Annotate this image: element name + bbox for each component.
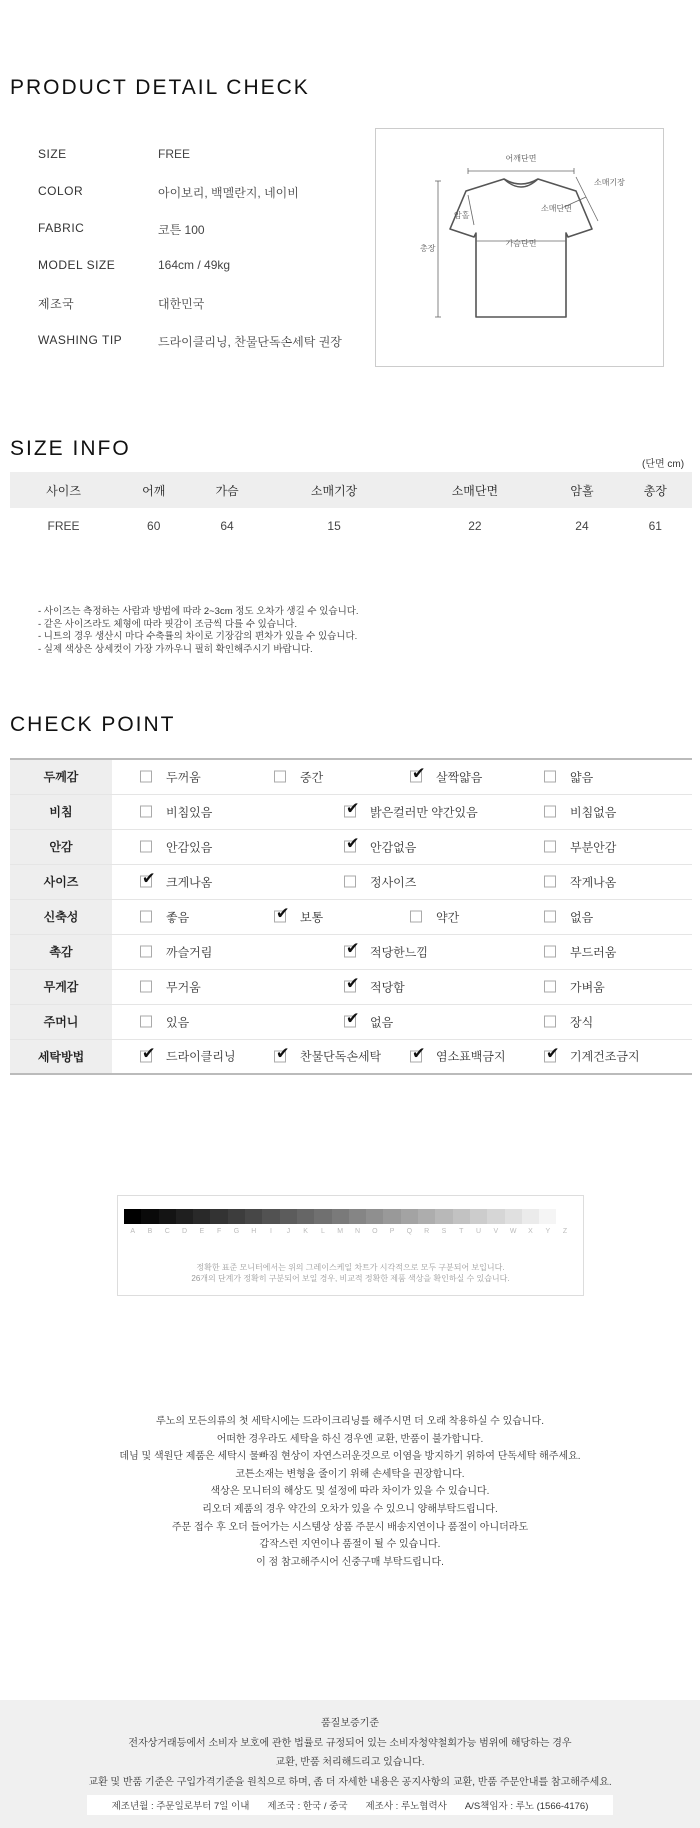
grayscale-letter: X bbox=[528, 1228, 533, 1235]
check-option-label: 가벼움 bbox=[570, 980, 605, 994]
check-option-label: 장식 bbox=[570, 1015, 594, 1029]
grayscale-swatch bbox=[297, 1209, 314, 1224]
grayscale-letter: Q bbox=[406, 1228, 413, 1235]
checkbox[interactable] bbox=[544, 806, 556, 818]
size-header-cell: 사이즈 bbox=[10, 472, 117, 508]
grayscale-swatch bbox=[210, 1209, 227, 1224]
check-option[interactable] bbox=[274, 1043, 382, 1065]
check-option-label: 얇음 bbox=[570, 770, 594, 785]
detail-value: 코튼 100 bbox=[158, 223, 205, 237]
label-shoulder: 어깨단면 bbox=[505, 154, 537, 163]
checkbox[interactable] bbox=[140, 771, 152, 783]
detail-row-color bbox=[38, 184, 368, 204]
check-option-label: 부분안감 bbox=[570, 840, 617, 854]
check-option[interactable] bbox=[344, 973, 405, 995]
check-option-label: 작게나옴 bbox=[570, 875, 617, 889]
check-option[interactable] bbox=[544, 803, 616, 820]
check-option-label: 비침있음 bbox=[166, 805, 213, 819]
check-row-label: 안감 bbox=[10, 829, 112, 864]
size-header-cell: 총장 bbox=[619, 472, 692, 508]
check-row bbox=[10, 829, 692, 864]
table-row bbox=[10, 508, 692, 544]
grayscale-chart bbox=[117, 1195, 584, 1296]
size-note: - 니트의 경우 생산시 마다 수축률의 차이로 기장감의 편차가 있을 수 있습니다. bbox=[38, 631, 358, 642]
grayscale-swatch bbox=[487, 1209, 504, 1224]
check-row-options bbox=[112, 1039, 692, 1074]
check-option[interactable] bbox=[544, 943, 616, 960]
grayscale-note: 정확한 표준 모니터에서는 위의 그레이스케일 차트가 시각적으로 모두 구분되어 보입니다. bbox=[196, 1263, 505, 1272]
size-cell: FREE bbox=[47, 519, 80, 533]
detail-value: 아이보리, 백멜란지, 네이비 bbox=[158, 186, 299, 200]
checkbox[interactable] bbox=[140, 981, 152, 993]
grayscale-swatch bbox=[349, 1209, 366, 1224]
checkbox[interactable] bbox=[274, 771, 286, 783]
check-row bbox=[10, 899, 692, 934]
check-option-label: 까슬거림 bbox=[166, 945, 213, 959]
check-option-label: 밝은컬러만 약간있음 bbox=[370, 805, 478, 819]
check-row bbox=[10, 934, 692, 969]
check-option-label: 보통 bbox=[300, 910, 324, 924]
check-option-label: 염소표백금지 bbox=[436, 1049, 506, 1064]
check-option[interactable] bbox=[544, 978, 605, 995]
check-option-label: 적당한느낌 bbox=[370, 945, 428, 959]
detail-label: SIZE bbox=[38, 147, 67, 161]
size-cell: 60 bbox=[147, 519, 161, 533]
care-line: 갑작스런 지연이나 품절이 될 수 있습니다. bbox=[259, 1539, 441, 1551]
detail-row-origin bbox=[38, 295, 368, 315]
checkmark-icon: ✔ bbox=[276, 903, 290, 923]
check-row-options bbox=[112, 899, 692, 934]
grayscale-letter: G bbox=[233, 1228, 240, 1235]
grayscale-letter: Z bbox=[562, 1228, 568, 1235]
grayscale-letter: E bbox=[199, 1228, 205, 1235]
check-row bbox=[10, 969, 692, 1004]
size-note: - 같은 사이즈라도 체형에 따라 핏감이 조금씩 다를 수 있습니다. bbox=[38, 618, 297, 630]
check-option-label: 좋음 bbox=[166, 910, 190, 924]
footer-info: 제조년월 : 주문일로부터 7일 이내 bbox=[111, 1801, 250, 1812]
checkbox[interactable] bbox=[274, 903, 290, 923]
checkbox[interactable] bbox=[344, 938, 360, 958]
grayscale-letter: P bbox=[389, 1228, 395, 1235]
size-header-cell: 암홀 bbox=[545, 472, 618, 508]
check-row bbox=[10, 759, 692, 794]
check-row bbox=[10, 1039, 692, 1074]
checkbox[interactable] bbox=[140, 841, 152, 853]
detail-row-model-size bbox=[38, 258, 368, 278]
checkbox[interactable] bbox=[544, 841, 556, 853]
check-option-label: 없음 bbox=[570, 910, 594, 924]
checkbox[interactable] bbox=[344, 876, 356, 888]
check-option[interactable] bbox=[544, 1013, 593, 1030]
check-row-label: 비침 bbox=[10, 794, 112, 829]
checkbox[interactable] bbox=[140, 1016, 152, 1028]
check-row bbox=[10, 864, 692, 899]
size-cell: 64 bbox=[220, 519, 234, 533]
check-option[interactable] bbox=[344, 873, 416, 890]
grayscale-swatch bbox=[332, 1209, 349, 1224]
check-option[interactable] bbox=[544, 873, 616, 890]
grayscale-swatch bbox=[556, 1209, 573, 1224]
detail-row-size bbox=[38, 147, 368, 167]
detail-label: WASHING TIP bbox=[38, 333, 123, 347]
check-option[interactable] bbox=[140, 943, 212, 960]
grayscale-letter: W bbox=[509, 1228, 517, 1235]
grayscale-swatch bbox=[141, 1209, 158, 1224]
check-option[interactable] bbox=[344, 798, 478, 820]
grayscale-swatch bbox=[366, 1209, 383, 1224]
check-row-label: 주머니 bbox=[10, 1004, 112, 1039]
grayscale-swatch bbox=[193, 1209, 210, 1224]
check-row-options bbox=[112, 969, 692, 1004]
check-point-title: CHECK POINT bbox=[10, 713, 176, 736]
size-cell: 15 bbox=[327, 519, 341, 533]
check-row-label: 세탁방법 bbox=[10, 1039, 112, 1074]
check-row-label: 신축성 bbox=[10, 899, 112, 934]
grayscale-swatch bbox=[124, 1209, 141, 1224]
detail-value: 드라이클리닝, 찬물단독손세탁 권장 bbox=[158, 335, 342, 349]
grayscale-letter: T bbox=[459, 1228, 464, 1235]
size-header-cell: 소매기장 bbox=[264, 472, 405, 508]
grayscale-swatch bbox=[505, 1209, 522, 1224]
grayscale-swatch bbox=[401, 1209, 418, 1224]
check-option-label: 비침없음 bbox=[570, 805, 617, 819]
grayscale-letter: S bbox=[441, 1228, 447, 1235]
detail-label: COLOR bbox=[38, 184, 84, 198]
checkbox[interactable] bbox=[344, 973, 360, 993]
checkbox[interactable] bbox=[410, 763, 426, 783]
check-option[interactable] bbox=[544, 908, 593, 925]
checkmark-icon: ✔ bbox=[346, 938, 360, 958]
care-line: 색상은 모니터의 해상도 및 설정에 따라 차이가 있을 수 있습니다. bbox=[210, 1486, 490, 1498]
care-line: 이 점 참고해주시어 신중구매 부탁드립니다. bbox=[256, 1556, 444, 1568]
grayscale-letter: H bbox=[251, 1228, 257, 1235]
detail-title: PRODUCT DETAIL CHECK bbox=[10, 76, 310, 99]
size-table-header bbox=[10, 472, 692, 508]
check-option[interactable] bbox=[410, 908, 459, 925]
checkmark-icon: ✔ bbox=[412, 1043, 426, 1063]
grayscale-swatch bbox=[314, 1209, 331, 1224]
checkbox[interactable] bbox=[544, 911, 556, 923]
check-row-label: 두께감 bbox=[10, 759, 112, 794]
care-line: 데님 및 색원단 제품은 세탁시 물빠짐 현상이 자연스러운것으로 이염을 방지하기 위하여 단독세탁 해주세요. bbox=[119, 1451, 581, 1463]
checkmark-icon: ✔ bbox=[142, 1043, 156, 1063]
checkmark-icon: ✔ bbox=[412, 763, 426, 783]
tshirt-icon bbox=[376, 129, 663, 366]
detail-value: 164cm / 49kg bbox=[158, 258, 231, 272]
checkbox[interactable] bbox=[544, 1043, 560, 1063]
checkbox[interactable] bbox=[274, 1043, 290, 1063]
size-cell: 22 bbox=[468, 519, 482, 533]
checkbox[interactable] bbox=[544, 946, 556, 958]
checkbox[interactable] bbox=[344, 798, 360, 818]
grayscale-letter: O bbox=[372, 1228, 378, 1235]
checkbox[interactable] bbox=[544, 876, 556, 888]
grayscale-letter: A bbox=[130, 1228, 135, 1235]
check-option-label: 적당함 bbox=[370, 980, 405, 994]
check-row-options bbox=[112, 794, 692, 829]
check-option[interactable] bbox=[544, 768, 593, 785]
checkmark-icon: ✔ bbox=[346, 798, 360, 818]
check-row-label: 촉감 bbox=[10, 934, 112, 969]
detail-value: FREE bbox=[158, 147, 191, 161]
label-length: 총장 bbox=[420, 244, 436, 253]
grayscale-letter: U bbox=[476, 1228, 482, 1235]
grayscale-swatch bbox=[176, 1209, 193, 1224]
check-option[interactable] bbox=[544, 1043, 640, 1065]
check-row-options bbox=[112, 864, 692, 899]
check-row-label: 사이즈 bbox=[10, 864, 112, 899]
check-option[interactable] bbox=[140, 838, 212, 855]
footer-line: 전자상거래등에서 소비자 보호에 관한 법률로 규정되어 있는 소비자청약철회가능 범위에 해당하는 경우 bbox=[128, 1738, 572, 1749]
check-row bbox=[10, 794, 692, 829]
check-option-label: 무거움 bbox=[166, 980, 201, 994]
grayscale-swatch bbox=[262, 1209, 279, 1224]
size-header-cell: 소매단면 bbox=[405, 472, 546, 508]
grayscale-letter: N bbox=[354, 1228, 361, 1235]
detail-row-washing-tip bbox=[38, 333, 368, 353]
size-unit: (단면 cm) bbox=[642, 459, 685, 470]
footer-title: 품질보증기준 bbox=[321, 1718, 379, 1729]
label-chest: 가슴단면 bbox=[505, 239, 537, 248]
checkbox[interactable] bbox=[140, 806, 152, 818]
check-option-label: 있음 bbox=[166, 1015, 190, 1029]
check-option[interactable] bbox=[140, 768, 201, 785]
check-option[interactable] bbox=[544, 838, 616, 855]
checkmark-icon: ✔ bbox=[276, 1043, 290, 1063]
label-sleeve-length: 소매기장 bbox=[594, 178, 625, 187]
grayscale-swatch bbox=[280, 1209, 297, 1224]
size-info-title: SIZE INFO bbox=[10, 437, 131, 460]
check-option[interactable] bbox=[410, 1043, 506, 1065]
check-option[interactable] bbox=[344, 1008, 394, 1030]
checkbox[interactable] bbox=[344, 833, 360, 853]
care-line: 루노의 모든의류의 첫 세탁시에는 드라이크리닝를 해주시면 더 오래 착용하실 수 있습니다. bbox=[156, 1416, 544, 1427]
checkbox[interactable] bbox=[344, 1008, 360, 1028]
grayscale-swatch bbox=[453, 1209, 470, 1224]
grayscale-swatch bbox=[383, 1209, 400, 1224]
checkbox[interactable] bbox=[544, 771, 556, 783]
check-option[interactable] bbox=[274, 903, 324, 925]
size-notes bbox=[38, 606, 359, 656]
detail-row-fabric bbox=[38, 221, 368, 241]
checkmark-icon: ✔ bbox=[346, 973, 360, 993]
check-option[interactable] bbox=[140, 803, 212, 820]
checkbox[interactable] bbox=[410, 911, 422, 923]
care-notice bbox=[0, 1413, 700, 1571]
check-point-table bbox=[10, 758, 692, 1075]
grayscale-swatch bbox=[435, 1209, 452, 1224]
grayscale-letter: C bbox=[164, 1228, 170, 1235]
grayscale-letters bbox=[124, 1228, 574, 1235]
grayscale-letter: I bbox=[270, 1228, 272, 1235]
grayscale-letter: B bbox=[147, 1228, 153, 1235]
care-line: 어떠한 경우라도 세탁을 하신 경우엔 교환, 반품이 불가합니다. bbox=[216, 1433, 484, 1445]
footer-info: A/S책임자 : 루노 (1566-4176) bbox=[464, 1801, 589, 1812]
check-option[interactable] bbox=[140, 868, 213, 890]
tshirt-diagram bbox=[375, 128, 664, 367]
care-line: 주문 접수 후 오더 들어가는 시스템상 상품 주문시 배송지연이나 품절이 아니더라도 bbox=[171, 1521, 529, 1533]
check-option-label: 약간 bbox=[436, 910, 460, 924]
check-row-options bbox=[112, 1004, 692, 1039]
check-option-label: 중간 bbox=[300, 770, 324, 785]
check-row-options bbox=[112, 934, 692, 969]
check-option-label: 살짝얇음 bbox=[436, 770, 483, 785]
check-option[interactable] bbox=[410, 763, 483, 785]
grayscale-swatch bbox=[470, 1209, 487, 1224]
checkbox[interactable] bbox=[140, 1043, 156, 1063]
check-option[interactable] bbox=[344, 833, 417, 855]
check-option-label: 안감있음 bbox=[166, 840, 213, 854]
grayscale-letter: Y bbox=[545, 1228, 551, 1235]
quality-footer bbox=[0, 1700, 700, 1828]
check-option[interactable] bbox=[140, 978, 201, 995]
grayscale-letter: J bbox=[286, 1228, 291, 1235]
checkmark-icon: ✔ bbox=[346, 1008, 360, 1028]
check-option[interactable] bbox=[274, 768, 323, 785]
check-option-label: 크게나옴 bbox=[166, 875, 213, 889]
check-row-options bbox=[112, 829, 692, 864]
size-cell: 61 bbox=[648, 519, 662, 533]
size-note: - 사이즈는 측정하는 사람과 방법에 따라 2~3cm 정도 오차가 생길 수 있습니다. bbox=[38, 606, 359, 617]
grayscale-letter: K bbox=[303, 1228, 308, 1235]
check-option-label: 없음 bbox=[370, 1015, 394, 1029]
footer-line: 교환, 반품 처리해드리고 있습니다. bbox=[275, 1757, 425, 1768]
check-option-label: 안감없음 bbox=[370, 840, 417, 854]
grayscale-strip bbox=[124, 1209, 574, 1224]
check-option-label: 찬물단독손세탁 bbox=[300, 1049, 382, 1064]
checkbox[interactable] bbox=[544, 1016, 556, 1028]
check-option[interactable] bbox=[140, 1013, 189, 1030]
detail-label: MODEL SIZE bbox=[38, 258, 116, 272]
grayscale-letter: L bbox=[320, 1228, 325, 1235]
grayscale-swatch bbox=[245, 1209, 262, 1224]
grayscale-swatch bbox=[418, 1209, 435, 1224]
care-line: 코튼소재는 변형을 줄이기 위해 손세탁을 권장합니다. bbox=[235, 1468, 465, 1480]
label-sleeve-width: 소매단면 bbox=[541, 204, 572, 213]
grayscale-letter: M bbox=[337, 1228, 344, 1235]
detail-label: FABRIC bbox=[38, 221, 85, 235]
size-note: - 실제 색상은 상세컷이 가장 가까우니 필히 확인해주시기 바랍니다. bbox=[38, 643, 313, 655]
checkmark-icon: ✔ bbox=[142, 868, 156, 888]
check-option-label: 기계건조금지 bbox=[570, 1049, 640, 1064]
label-armhole: 암홀 bbox=[454, 211, 470, 220]
check-option-label: 정사이즈 bbox=[370, 875, 417, 889]
check-row-options bbox=[112, 759, 692, 794]
grayscale-letter: D bbox=[182, 1228, 188, 1235]
check-row-label: 무게감 bbox=[10, 969, 112, 1004]
check-row bbox=[10, 1004, 692, 1039]
footer-info: 제조국 : 한국 / 중국 bbox=[267, 1801, 348, 1812]
check-option-label: 드라이클리닝 bbox=[166, 1049, 236, 1064]
check-option-label: 두꺼움 bbox=[166, 770, 201, 785]
care-line: 리오더 제품의 경우 약간의 오차가 있을 수 있으니 양해부탁드립니다. bbox=[202, 1503, 498, 1515]
checkbox[interactable] bbox=[140, 946, 152, 958]
check-option[interactable] bbox=[344, 938, 428, 960]
footer-info-bar bbox=[87, 1795, 613, 1815]
size-header-cell: 어깨 bbox=[117, 472, 190, 508]
grayscale-letter: V bbox=[493, 1228, 499, 1235]
detail-value: 대한민국 bbox=[158, 297, 205, 311]
checkbox[interactable] bbox=[140, 868, 156, 888]
grayscale-swatch bbox=[522, 1209, 539, 1224]
check-option-label: 부드러움 bbox=[570, 945, 617, 959]
size-header-cell: 가슴 bbox=[190, 472, 263, 508]
grayscale-swatch bbox=[159, 1209, 176, 1224]
grayscale-swatch bbox=[228, 1209, 245, 1224]
check-option[interactable] bbox=[140, 1043, 236, 1065]
grayscale-letter: R bbox=[424, 1228, 430, 1235]
checkbox[interactable] bbox=[544, 981, 556, 993]
check-option[interactable] bbox=[140, 908, 189, 925]
size-cell: 24 bbox=[575, 519, 589, 533]
checkbox[interactable] bbox=[410, 1043, 426, 1063]
footer-info: 제조사 : 루노협력사 bbox=[365, 1801, 447, 1812]
grayscale-letter: F bbox=[216, 1228, 222, 1235]
size-table bbox=[10, 472, 692, 544]
checkmark-icon: ✔ bbox=[346, 833, 360, 853]
detail-label: 제조국 bbox=[38, 297, 75, 311]
grayscale-note: 26개의 단계가 정확히 구분되어 보일 경우, 비교적 정확한 제품 색상을 확인하실 수 있습니다. bbox=[191, 1274, 510, 1283]
grayscale-swatch bbox=[539, 1209, 556, 1224]
checkmark-icon: ✔ bbox=[546, 1043, 560, 1063]
checkbox[interactable] bbox=[140, 911, 152, 923]
footer-line: 교환 및 반품 기준은 구입가격기준을 원칙으로 하며, 좀 더 자세한 내용은 공지사항의 교환, 반품 주문안내를 참고해주세요. bbox=[88, 1777, 612, 1788]
